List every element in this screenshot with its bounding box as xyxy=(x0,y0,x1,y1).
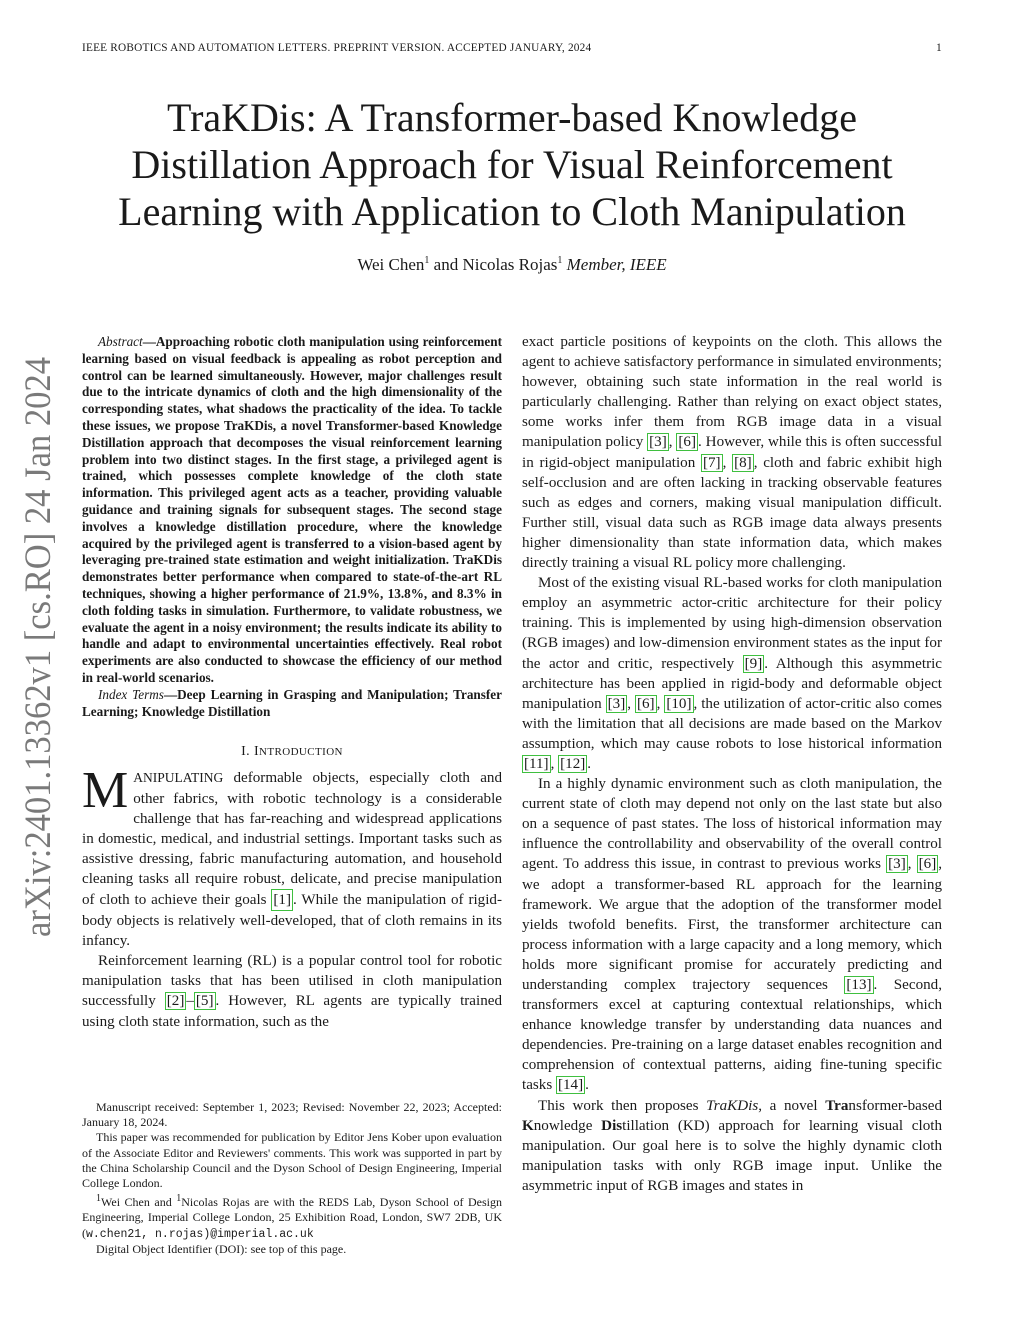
paragraph-text: , we adopt a transformer-based RL approach for the learning framework. We argue that the adoption of the transformer model yields twofold benefits. First, the transformer architecture can process information with a large capacity and a long memory, which holds more significant promise for accurately predicting and understanding complex trajectory sequences xyxy=(522,856,943,993)
section-initial: I xyxy=(253,744,260,760)
abstract-text: —Approaching robotic cloth manipulation using reinforcement learning based on visual feedback is appealing as robot perception and control can be learned simultaneously. However, major challenges result due to the intricate dynamics of cloth and the high dimensionality of the corresponding states, what shadows the practicality of the idea. To tackle these issues, we propose TraKDis, a novel Transformer-based Knowledge Distillation approach that decomposes the visual reinforcement learning problem into two distinct stages. In the first stage, a privileged agent is trained, which possesses complete knowledge of the cloth state information. This privileged agent acts as a teacher, providing valuable guidance and training signals for subsequent stages. The second stage involves a knowledge distillation procedure, where the knowledge acquired by the privileged agent is transferred to a vision-based agent by leveraging pre-trained state estimation and weight initialization. TraKDis demonstrates better performance when compared to state-of-the-art RL techniques, showing a higher performance of 21.9%, 13.8%, and 8.3% in cloth folding tasks in simulation. Furthermore, to validate robustness, we evaluate the agent in a noisy environment; the results indicate its ability to handle and adapt to environmental uncertainties effectively. Real robot experiments are also conducted to showcase the efficiency of our method in real-world scenarios. xyxy=(82,334,502,685)
body-paragraph xyxy=(522,332,942,573)
citation-separator: , xyxy=(550,755,559,772)
drop-cap: M xyxy=(82,762,129,820)
abstract xyxy=(82,334,502,687)
abstract-lead: Abstract xyxy=(98,334,143,349)
citation-link[interactable]: [11] xyxy=(524,755,549,772)
citation-link[interactable]: [1] xyxy=(271,889,293,911)
paragraph-text: . However, while this is often successful in rigid-object manipulation xyxy=(522,434,943,471)
index-terms xyxy=(82,687,502,721)
affiliation-text: Nicolas Rojas are with the REDS Lab, Dyson School of Design Engineering, Imperial College London, 25 Exhibition Road, London, SW7 2DB, UK ( xyxy=(82,1195,503,1240)
citation-link[interactable]: [8] xyxy=(734,454,752,471)
paragraph-text: . Second, transformers excel at capturing contextual relationships, which enhance knowledge transfer by understanding data nuances and dependencies. Pre-training on a large dataset enables recognition and comprehension of contextual patterns, aiding fine-tuning specific tasks xyxy=(522,977,942,1094)
affiliation-mark: 1 xyxy=(96,1193,101,1205)
acronym-letter: K xyxy=(522,1117,534,1134)
citation-separator: , xyxy=(668,434,677,451)
left-column xyxy=(82,334,502,1032)
body-paragraph xyxy=(522,774,942,1096)
affiliation-mark: 1 xyxy=(176,1193,182,1205)
footnote-received: Manuscript received: September 1, 2023; Revised: November 22, 2023; Accepted: January 18, 2024. xyxy=(82,1100,502,1130)
title-line: Learning with Application to Cloth Manipulation xyxy=(118,189,906,234)
citation-dash: – xyxy=(186,993,194,1010)
citation-link[interactable]: [5] xyxy=(195,993,214,1010)
paragraph-text: . However, RL agents are typically trained using cloth state information, such as the xyxy=(82,993,502,1030)
citation-link[interactable]: [3] xyxy=(888,856,906,873)
paragraph-text: Reinforcement learning (RL) is a popular control tool for robotic manipulation tasks that has been utilised in cloth manipulation successfully xyxy=(82,953,502,1010)
section-title: NTRODUCTION xyxy=(259,746,343,759)
paragraph-text: This work then proposes xyxy=(538,1097,707,1114)
citation-link[interactable]: [6] xyxy=(636,695,655,712)
page-number: 1 xyxy=(936,42,942,54)
running-head: IEEE ROBOTICS AND AUTOMATION LETTERS. PREPRINT VERSION. ACCEPTED JANUARY, 2024 xyxy=(82,42,592,54)
citation-link[interactable]: [2] xyxy=(166,993,185,1010)
citation-link[interactable]: [3] xyxy=(607,695,626,712)
citation-separator: , xyxy=(722,454,733,471)
paragraph-text: . xyxy=(587,755,592,772)
affiliation-mark: 1 xyxy=(557,255,563,266)
title-line: Distillation Approach for Visual Reinforcement xyxy=(131,142,893,187)
citation-separator: , xyxy=(627,695,635,712)
affiliation-text: Wei Chen and xyxy=(101,1195,177,1210)
smallcaps-lead: ANIPULATING xyxy=(133,770,224,786)
author-line xyxy=(60,255,964,275)
citation-link[interactable]: [3] xyxy=(649,434,667,451)
paragraph-text: . Although this asymmetric architecture has been applied in rigid-body and deformable object manipulation xyxy=(522,655,942,712)
acronym-letter: Dis xyxy=(601,1117,623,1134)
member-status: Member, IEEE xyxy=(566,255,667,274)
citation-link[interactable]: [9] xyxy=(744,655,763,672)
citation-separator: , xyxy=(656,695,665,712)
paragraph-text: . xyxy=(585,1077,589,1094)
intro-paragraph xyxy=(82,951,502,1031)
affiliation-mark: 1 xyxy=(424,255,430,266)
paragraph-text: . While the manipulation of rigid-body objects is relatively well-developed, that of cloth remains in its infancy. xyxy=(82,891,502,950)
paragraph-text: tillation (KD) approach for learning visual cloth manipulation. Our goal here is to solve the highly dynamic cloth manipulation tasks with only RGB image input. Unlike the asymmetric input of RGB images and states in xyxy=(522,1117,942,1194)
citation-link[interactable]: [6] xyxy=(678,434,697,451)
body-paragraph xyxy=(522,573,942,774)
paragraph-text: Most of the existing visual RL-based works for cloth manipulation employ an asymmetric actor-critic architecture for their policy training. This is implemented by using high-dimension observation (RGB images) and low-dimension environment states as the input for the actor and critic, respectively xyxy=(522,575,942,672)
section-heading xyxy=(82,742,502,762)
paragraph-text: , the utilization of actor-critic also comes with the limitation that all decisions are made based on the Markov assumption, which may cause robots to lose historical information xyxy=(522,695,943,752)
paragraph-text: In a highly dynamic environment such as cloth manipulation, the current state of cloth may depend not only on the last state but also on a sequence of past states. The loss of historical information may influence the controllability and observability of the overall control agent. To address this issue, in contrast to previous works xyxy=(522,776,942,873)
citation-link[interactable]: [7] xyxy=(702,454,721,471)
citation-link[interactable]: [12] xyxy=(560,755,586,772)
citation-link[interactable]: [6] xyxy=(918,856,937,873)
paragraph-text: nowledge xyxy=(533,1117,602,1134)
citation-link[interactable]: [13] xyxy=(846,977,872,993)
footnotes xyxy=(82,1100,502,1257)
paper-title xyxy=(60,94,964,235)
index-terms-text: —Deep Learning in Grasping and Manipulation; Transfer Learning; Knowledge Distillation xyxy=(82,686,502,719)
author-name: and Nicolas Rojas xyxy=(429,255,558,274)
acronym-letter: Tra xyxy=(825,1097,849,1114)
paragraph-text: , a novel xyxy=(758,1097,826,1114)
footnote-doi: Digital Object Identifier (DOI): see top of this page. xyxy=(96,1241,347,1256)
title-line: TraKDis: A Transformer-based Knowledge xyxy=(167,95,857,140)
method-name: TraKDis xyxy=(706,1097,759,1114)
paragraph-text: nsformer-based xyxy=(848,1097,942,1114)
paragraph-text: exact particle positions of keypoints on the cloth. This allows the agent to achieve satisfactory performance in simulated environments; however, obtaining such state information in the real world is particularly challenging. Rather than relying on exact object states, some works infer them from RGB image data in a visual manipulation policy xyxy=(522,334,942,451)
citation-link[interactable]: [14] xyxy=(557,1077,584,1094)
index-terms-lead: Index Terms xyxy=(98,686,164,702)
paragraph-text: , cloth and fabric exhibit high self-occlusion and are often lacking in tracking observable features such as edges and corners, making visual manipulation difficult. Further still, visual data such as RGB image data always presents higher dimensionality than state information data, which makes directly training a visual RL policy more challenging. xyxy=(522,454,943,572)
footnote-affiliation xyxy=(82,1191,502,1242)
body-paragraph xyxy=(522,1096,942,1196)
arxiv-id: arXiv:2401.13362v1 [cs.RO] 24 Jan 2024 xyxy=(18,352,59,937)
paragraph-text: deformable objects, especially cloth and other fabrics, with robotic technology is a considerable challenge that has far-reaching and widespread applications in domestic, medical, and industrial settings. Important tasks such as assistive dressing, fabric manufacturing automation, and household cleaning tasks all require robust, delicate, and precise manipulation of cloth to achieve their goals xyxy=(82,770,502,908)
author-name: Wei Chen xyxy=(357,255,425,274)
intro-paragraph xyxy=(82,762,502,951)
right-column xyxy=(522,332,942,1196)
citation-link[interactable]: [10] xyxy=(666,695,692,712)
footnote-editor: This paper was recommended for publication by Editor Jens Kober upon evaluation of the Associate Editor and Reviewers' comments. This work was supported in part by the China Scholarship Council and the Dyson School of Design Engineering, Imperial College London. xyxy=(82,1130,502,1191)
email-addresses[interactable]: w.chen21, n.rojas)@imperial.ac.uk xyxy=(86,1227,314,1241)
arxiv-sidebar xyxy=(6,352,66,952)
section-number: I. xyxy=(241,744,254,760)
citation-separator: , xyxy=(907,856,917,873)
